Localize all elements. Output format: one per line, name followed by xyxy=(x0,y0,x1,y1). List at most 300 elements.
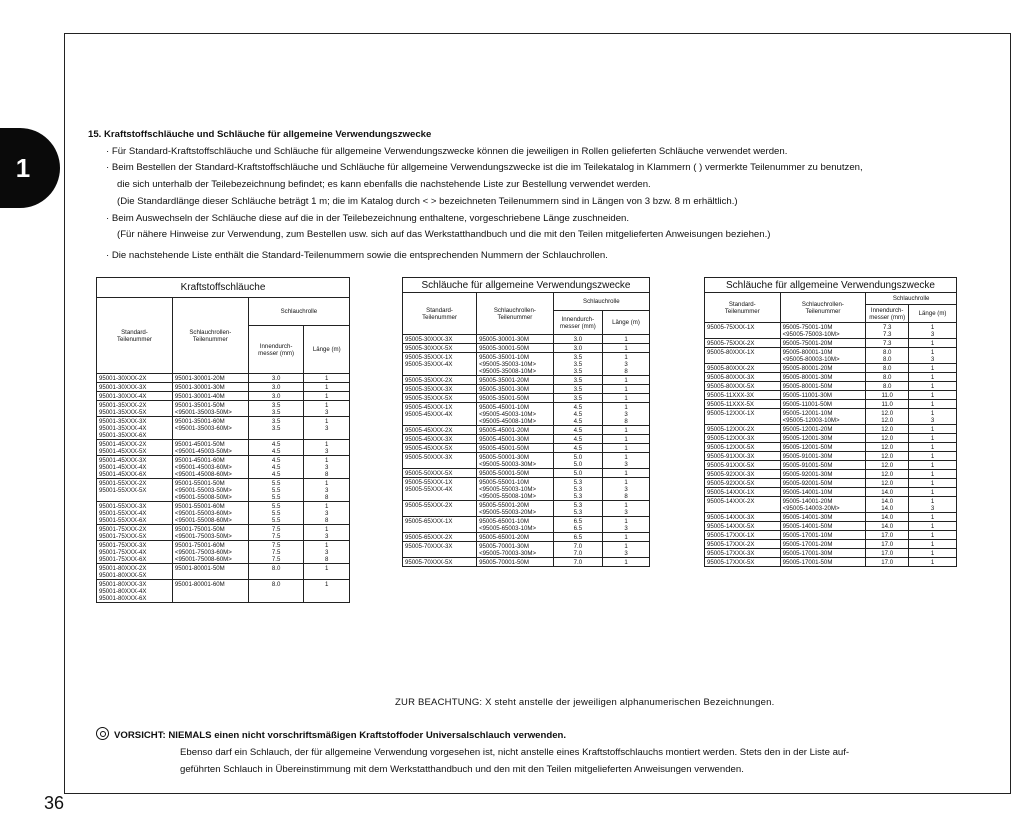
roll-part-number: 95005-17001-30M xyxy=(780,549,866,558)
table-row xyxy=(705,531,957,540)
roll-part-number: 95001-35001-50M <95001-35003-50M> xyxy=(172,401,248,417)
table-row xyxy=(403,469,650,478)
table-row xyxy=(705,461,957,470)
col-header-schlauchrolle: Schlauchrolle xyxy=(866,293,957,305)
inner-diameter: 12.0 12.0 xyxy=(866,409,909,425)
bullet-roll-usage: · Für Standard-Kraftstoffschläuche und Schläuche für allgemeine Verwendungszwecke können die jeweiligen in Rollen gelieferten Schläuche verwendet werden. xyxy=(106,145,788,157)
inner-diameter: 4.5 4.5 4.5 xyxy=(248,456,304,479)
length: 1 xyxy=(603,335,650,344)
roll-part-number: 95005-14001-30M xyxy=(780,513,866,522)
roll-part-number: 95005-17001-20M xyxy=(780,540,866,549)
table-row xyxy=(705,400,957,409)
inner-diameter: 5.5 5.5 5.5 xyxy=(248,502,304,525)
length: 1 xyxy=(909,540,957,549)
standard-part-number: 95005-75XXX-1X xyxy=(705,323,781,339)
inner-diameter: 4.5 4.5 xyxy=(248,440,304,456)
standard-part-number: 95005-80XXX-3X xyxy=(705,373,781,382)
table-row xyxy=(705,434,957,443)
roll-part-number: 95001-75001-60M <95001-75003-60M> <95001-75008-60M> xyxy=(172,541,248,564)
table-row xyxy=(705,470,957,479)
standard-part-number: 95005-70XXX-3X xyxy=(403,542,477,558)
general-hose-table-1 xyxy=(402,277,650,567)
roll-part-number: 95005-55001-10M <95005-55003-10M> <95005-55008-10M> xyxy=(477,478,554,501)
table-row xyxy=(705,364,957,373)
note-text: ZUR BEACHTUNG: X steht anstelle der jeweiligen alphanumerischen Bezeichnungen. xyxy=(395,697,775,708)
inner-diameter: 3.0 xyxy=(248,392,304,401)
length: 1 3 8 xyxy=(304,502,350,525)
standard-part-number: 95005-14XXX-2X xyxy=(705,497,781,513)
standard-part-number: 95005-17XXX-1X xyxy=(705,531,781,540)
inner-diameter: 14.0 xyxy=(866,513,909,522)
table-row xyxy=(97,525,350,541)
roll-part-number: 95005-45001-10M <95005-45003-10M> <95005-45008-10M> xyxy=(477,403,554,426)
col-header-length: Länge (m) xyxy=(304,326,350,374)
standard-part-number: 95005-11XXX-3X xyxy=(705,391,781,400)
inner-diameter: 3.5 3.5 xyxy=(248,417,304,440)
roll-part-number: 95005-12001-10M <95005-12003-10M> xyxy=(780,409,866,425)
roll-part-number: 95005-14001-50M xyxy=(780,522,866,531)
bullet-ordering: · Beim Bestellen der Standard-Kraftstoffschläuche und Schläuche für allgemeine Verwendungszwecke ist die im Teilekatalog in Klammern ( ) vermerkte Teilenummer zu benutzen, xyxy=(106,162,863,174)
length: 1 xyxy=(909,400,957,409)
roll-part-number: 95005-30001-30M xyxy=(477,335,554,344)
table-row xyxy=(403,376,650,385)
standard-part-number: 95001-55XXX-3X 95001-55XXX-4X 95001-55XXX-6X xyxy=(97,502,173,525)
col-header-inner-diameter: Innendurch- messer (mm) xyxy=(553,311,602,335)
length: 1 xyxy=(909,479,957,488)
length: 1 xyxy=(909,531,957,540)
roll-part-number: 95005-70001-50M xyxy=(477,558,554,567)
standard-part-number: 95005-12XXX-1X xyxy=(705,409,781,425)
col-header-schlauchrolle: Schlauchrolle xyxy=(553,293,649,311)
inner-diameter: 6.5 6.5 xyxy=(553,517,602,533)
length: 1 3 8 xyxy=(304,479,350,502)
length: 1 xyxy=(603,344,650,353)
table-row xyxy=(403,517,650,533)
caution-symbol-icon xyxy=(96,727,109,740)
length: 1 3 xyxy=(603,517,650,533)
roll-part-number: 95005-65001-10M <95005-65003-10M> xyxy=(477,517,554,533)
standard-part-number: 95001-80XXX-2X 95001-80XXX-5X xyxy=(97,564,173,580)
col-header-inner-diameter: Innendurch- messer (mm) xyxy=(866,305,909,323)
table-row xyxy=(403,344,650,353)
roll-part-number: 95005-30001-50M xyxy=(477,344,554,353)
standard-part-number: 95001-75XXX-2X 95001-75XXX-5X xyxy=(97,525,173,541)
table-row xyxy=(705,409,957,425)
table-row xyxy=(97,580,350,603)
roll-part-number: 95005-65001-20M xyxy=(477,533,554,542)
table-row xyxy=(403,426,650,435)
standard-part-number: 95005-55XXX-1X 95005-55XXX-4X xyxy=(403,478,477,501)
general-hose-table-2 xyxy=(704,277,957,567)
length: 1 3 xyxy=(304,525,350,541)
length: 1 3 8 xyxy=(603,403,650,426)
roll-part-number: 95001-30001-30M xyxy=(172,383,248,392)
chapter-tab xyxy=(0,128,60,208)
table-row xyxy=(705,497,957,513)
length: 1 xyxy=(304,392,350,401)
roll-part-number: 95005-14001-20M <95005-14003-20M> xyxy=(780,497,866,513)
table-row xyxy=(705,391,957,400)
standard-part-number: 95005-12XXX-2X xyxy=(705,425,781,434)
caution-line-2: Ebenso darf ein Schlauch, der für allgemeine Verwendung vorgesehen ist, nicht anstelle eines Kraftstoffschlauchs montiert werden. Stets den in der Liste auf- xyxy=(180,747,850,758)
roll-part-number: 95005-80001-10M <95005-80003-10M> xyxy=(780,348,866,364)
inner-diameter: 8.0 xyxy=(866,382,909,391)
col-header-roll: Schlauchrollen- Teilenummer xyxy=(172,298,248,374)
bullet-ordering-continued: die sich unterhalb der Teilebezeichnung befindet; es kann ebenfalls die nachstehende Liste zur Bestellung verwendet werden. xyxy=(117,179,651,191)
length: 1 3 xyxy=(603,453,650,469)
roll-part-number: 95001-55001-60M <95001-55003-60M> <95001-55008-60M> xyxy=(172,502,248,525)
table-row xyxy=(97,479,350,502)
roll-part-number: 95005-55001-20M <95005-55003-20M> xyxy=(477,501,554,517)
caution-section xyxy=(96,727,966,778)
standard-part-number: 95001-45XXX-3X 95001-45XXX-4X 95001-45XXX-6X xyxy=(97,456,173,479)
table-row xyxy=(403,435,650,444)
standard-part-number: 95005-80XXX-5X xyxy=(705,382,781,391)
length: 1 3 xyxy=(909,497,957,513)
inner-diameter: 8.0 xyxy=(866,373,909,382)
inner-diameter: 17.0 xyxy=(866,531,909,540)
length: 1 xyxy=(603,469,650,478)
caution-line-1: NIEMALS einen nicht vorschriftsmäßigen Kraftstoffoder Universalschlauch verwenden. xyxy=(168,730,567,741)
inner-diameter: 14.0 14.0 xyxy=(866,497,909,513)
length: 1 xyxy=(909,339,957,348)
caution-line-3: geführten Schlauch in Übereinstimmung mit dem Werkstatthandbuch und den mit den Teilen mitgelieferten Anweisungen verwenden. xyxy=(180,764,744,775)
standard-part-number: 95005-17XXX-5X xyxy=(705,558,781,567)
length: 1 xyxy=(603,435,650,444)
page-number: 36 xyxy=(44,793,65,813)
standard-part-number: 95005-45XXX-1X 95005-45XXX-4X xyxy=(403,403,477,426)
inner-diameter: 12.0 xyxy=(866,470,909,479)
roll-part-number: 95005-50001-30M <95005-50003-30M> xyxy=(477,453,554,469)
length: 1 xyxy=(603,444,650,453)
standard-part-number: 95001-55XXX-2X 95001-55XXX-5X xyxy=(97,479,173,502)
standard-part-number: 95005-65XXX-1X xyxy=(403,517,477,533)
inner-diameter: 4.5 xyxy=(553,435,602,444)
roll-part-number: 95005-35001-30M xyxy=(477,385,554,394)
standard-part-number: 95005-45XXX-2X xyxy=(403,426,477,435)
table-row xyxy=(403,478,650,501)
standard-part-number: 95005-91XXX-5X xyxy=(705,461,781,470)
length: 1 xyxy=(909,488,957,497)
table-row xyxy=(705,558,957,567)
table-row xyxy=(97,383,350,392)
table-row xyxy=(705,323,957,339)
roll-part-number: 95005-92001-50M xyxy=(780,479,866,488)
standard-part-number: 95001-45XXX-2X 95001-45XXX-5X xyxy=(97,440,173,456)
inner-diameter: 7.0 7.0 xyxy=(553,542,602,558)
roll-part-number: 95005-35001-50M xyxy=(477,394,554,403)
standard-part-number: 95005-55XXX-2X xyxy=(403,501,477,517)
roll-part-number: 95005-11001-30M xyxy=(780,391,866,400)
bullet-ordering-note: (Die Standardlänge dieser Schläuche beträgt 1 m; die im Katalog durch < > bezeichneten Teilenummern sind in Längen von 3 bzw. 8 m erhältlich.) xyxy=(117,195,738,207)
caution-label: VORSICHT: xyxy=(114,730,166,741)
length: 1 xyxy=(909,443,957,452)
roll-part-number: 95005-12001-30M xyxy=(780,434,866,443)
inner-diameter: 3.0 xyxy=(248,374,304,383)
length: 1 xyxy=(909,452,957,461)
col-header-length: Länge (m) xyxy=(603,311,650,335)
col-header-roll: Schlauchrollen- Teilenummer xyxy=(780,293,866,323)
col-header-schlauchrolle: Schlauchrolle xyxy=(248,298,349,326)
standard-part-number: 95005-92XXX-3X xyxy=(705,470,781,479)
inner-diameter: 12.0 xyxy=(866,434,909,443)
length: 1 xyxy=(909,364,957,373)
roll-part-number: 95005-35001-20M xyxy=(477,376,554,385)
length: 1 xyxy=(909,470,957,479)
table-row xyxy=(97,440,350,456)
roll-part-number: 95001-30001-40M xyxy=(172,392,248,401)
table-row xyxy=(705,339,957,348)
table-row xyxy=(97,401,350,417)
inner-diameter: 7.5 7.5 xyxy=(248,525,304,541)
inner-diameter: 6.5 xyxy=(553,533,602,542)
length: 1 3 xyxy=(304,440,350,456)
roll-part-number: 95001-45001-60M <95001-45003-60M> <95001-45008-60M> xyxy=(172,456,248,479)
inner-diameter: 11.0 xyxy=(866,391,909,400)
table-row xyxy=(705,373,957,382)
length: 1 3 xyxy=(909,409,957,425)
length: 1 3 8 xyxy=(603,478,650,501)
standard-part-number: 95005-35XXX-5X xyxy=(403,394,477,403)
inner-diameter: 3.0 xyxy=(248,383,304,392)
standard-part-number: 95005-14XXX-5X xyxy=(705,522,781,531)
length: 1 xyxy=(909,434,957,443)
standard-part-number: 95005-30XXX-5X xyxy=(403,344,477,353)
inner-diameter: 3.5 3.5 xyxy=(248,401,304,417)
roll-part-number: 95005-45001-50M xyxy=(477,444,554,453)
inner-diameter: 4.5 xyxy=(553,426,602,435)
table-row xyxy=(97,456,350,479)
table-row xyxy=(97,417,350,440)
standard-part-number: 95005-80XXX-2X xyxy=(705,364,781,373)
table-title: Schläuche für allgemeine Verwendungszwecke xyxy=(705,278,957,293)
standard-part-number: 95005-50XXX-5X xyxy=(403,469,477,478)
table-row xyxy=(403,558,650,567)
length: 1 3 8 xyxy=(304,541,350,564)
table-row xyxy=(705,382,957,391)
inner-diameter: 3.0 xyxy=(553,335,602,344)
col-header-standard: Standard- Teilenummer xyxy=(705,293,781,323)
inner-diameter: 14.0 xyxy=(866,522,909,531)
inner-diameter: 7.0 xyxy=(553,558,602,567)
length: 1 3 xyxy=(909,323,957,339)
length: 1 3 xyxy=(304,401,350,417)
length: 1 xyxy=(304,564,350,580)
roll-part-number: 95005-80001-20M xyxy=(780,364,866,373)
roll-part-number: 95005-11001-50M xyxy=(780,400,866,409)
standard-part-number: 95005-91XXX-3X xyxy=(705,452,781,461)
roll-part-number: 95005-91001-50M xyxy=(780,461,866,470)
table-row xyxy=(705,488,957,497)
inner-diameter: 12.0 xyxy=(866,443,909,452)
length: 1 xyxy=(304,374,350,383)
roll-part-number: 95005-12001-50M xyxy=(780,443,866,452)
bullet-list-intro: · Die nachstehende Liste enthält die Standard-Teilenummern sowie die entsprechenden Nummern der Schlauchrollen. xyxy=(106,249,608,261)
table-row xyxy=(403,394,650,403)
table-row xyxy=(403,533,650,542)
table-title: Kraftstoffschläuche xyxy=(97,278,350,298)
roll-part-number: 95005-17001-50M xyxy=(780,558,866,567)
section-heading: 15. Kraftstoffschläuche und Schläuche für allgemeine Verwendungszwecke xyxy=(88,129,432,140)
roll-part-number: 95005-17001-10M xyxy=(780,531,866,540)
roll-part-number: 95005-45001-30M xyxy=(477,435,554,444)
standard-part-number: 95005-50XXX-3X xyxy=(403,453,477,469)
length: 1 xyxy=(909,425,957,434)
roll-part-number: 95005-80001-30M xyxy=(780,373,866,382)
standard-part-number: 95005-45XXX-3X xyxy=(403,435,477,444)
table-row xyxy=(97,564,350,580)
roll-part-number: 95005-14001-10M xyxy=(780,488,866,497)
bullet-replacement-note: (Für nähere Hinweise zur Verwendung, zum Bestellen usw. sich auf das Werkstatthandbuch und die mit den Teilen mitgelieferten Anweisungen beziehen.) xyxy=(117,229,771,241)
table-row xyxy=(705,425,957,434)
length: 1 xyxy=(909,549,957,558)
standard-part-number: 95005-92XXX-5X xyxy=(705,479,781,488)
length: 1 xyxy=(603,426,650,435)
standard-part-number: 95005-35XXX-2X xyxy=(403,376,477,385)
fuel-hose-table xyxy=(96,277,350,603)
inner-diameter: 12.0 xyxy=(866,425,909,434)
inner-diameter: 4.5 xyxy=(553,444,602,453)
roll-part-number: 95005-80001-50M xyxy=(780,382,866,391)
table-row xyxy=(403,444,650,453)
length: 1 3 8 xyxy=(304,456,350,479)
intro-section xyxy=(88,127,968,265)
col-header-length: Länge (m) xyxy=(909,305,957,323)
table-row xyxy=(403,335,650,344)
inner-diameter: 7.3 xyxy=(866,339,909,348)
roll-part-number: 95001-45001-50M <95001-45003-50M> xyxy=(172,440,248,456)
inner-diameter: 12.0 xyxy=(866,452,909,461)
roll-part-number: 95001-55001-50M <95001-55003-50M> <95001-55008-50M> xyxy=(172,479,248,502)
table-row xyxy=(705,522,957,531)
table-row xyxy=(705,443,957,452)
col-header-roll: Schlauchrollen- Teilenummer xyxy=(477,293,554,335)
table-row xyxy=(97,392,350,401)
inner-diameter: 17.0 xyxy=(866,558,909,567)
standard-part-number: 95001-75XXX-3X 95001-75XXX-4X 95001-75XXX-6X xyxy=(97,541,173,564)
roll-part-number: 95005-75001-20M xyxy=(780,339,866,348)
standard-part-number: 95005-70XXX-5X xyxy=(403,558,477,567)
standard-part-number: 95001-35XXX-3X 95001-35XXX-4X 95001-35XXX-6X xyxy=(97,417,173,440)
standard-part-number: 95001-30XXX-3X xyxy=(97,383,173,392)
chapter-number: 1 xyxy=(15,152,31,183)
roll-part-number: 95005-12001-20M xyxy=(780,425,866,434)
standard-part-number: 95005-17XXX-2X xyxy=(705,540,781,549)
roll-part-number: 95005-50001-50M xyxy=(477,469,554,478)
table-row xyxy=(403,353,650,376)
length: 1 xyxy=(909,373,957,382)
table-row xyxy=(705,549,957,558)
table-row xyxy=(705,479,957,488)
length: 1 xyxy=(909,558,957,567)
length: 1 xyxy=(909,382,957,391)
inner-diameter: 17.0 xyxy=(866,540,909,549)
standard-part-number: 95005-12XXX-3X xyxy=(705,434,781,443)
length: 1 xyxy=(603,394,650,403)
standard-part-number: 95001-30XXX-2X xyxy=(97,374,173,383)
inner-diameter: 12.0 xyxy=(866,461,909,470)
length: 1 xyxy=(603,558,650,567)
table-row xyxy=(97,541,350,564)
inner-diameter: 5.3 5.3 5.3 xyxy=(553,478,602,501)
roll-part-number: 95005-70001-30M <95005-70003-30M> xyxy=(477,542,554,558)
inner-diameter: 14.0 xyxy=(866,488,909,497)
col-header-standard: Standard- Teilenummer xyxy=(97,298,173,374)
standard-part-number: 95005-12XXX-5X xyxy=(705,443,781,452)
roll-part-number: 95001-80001-60M xyxy=(172,580,248,603)
length: 1 xyxy=(603,533,650,542)
length: 1 3 xyxy=(909,348,957,364)
standard-part-number: 95005-11XXX-5X xyxy=(705,400,781,409)
table-row xyxy=(97,374,350,383)
length: 1 3 xyxy=(603,542,650,558)
roll-part-number: 95005-92001-30M xyxy=(780,470,866,479)
standard-part-number: 95005-17XXX-3X xyxy=(705,549,781,558)
col-header-standard: Standard- Teilenummer xyxy=(403,293,477,335)
table-row xyxy=(403,501,650,517)
inner-diameter: 8.0 xyxy=(866,364,909,373)
inner-diameter: 8.0 xyxy=(248,580,304,603)
standard-part-number: 95001-30XXX-4X xyxy=(97,392,173,401)
bullet-replacement: · Beim Auswechseln der Schläuche diese auf die in der Teilebezeichnung enthaltene, vorgeschriebene Länge zuschneiden. xyxy=(106,212,630,224)
standard-part-number: 95005-14XXX-3X xyxy=(705,513,781,522)
standard-part-number: 95005-45XXX-5X xyxy=(403,444,477,453)
standard-part-number: 95005-35XXX-1X 95005-35XXX-4X xyxy=(403,353,477,376)
table-row xyxy=(705,513,957,522)
inner-diameter: 3.5 3.5 3.5 xyxy=(553,353,602,376)
standard-part-number: 95005-35XXX-3X xyxy=(403,385,477,394)
length: 1 xyxy=(304,383,350,392)
col-header-inner-diameter: Innendurch- messer (mm) xyxy=(248,326,304,374)
roll-part-number: 95001-80001-50M xyxy=(172,564,248,580)
inner-diameter: 8.0 xyxy=(248,564,304,580)
inner-diameter: 3.5 xyxy=(553,376,602,385)
table-row xyxy=(403,385,650,394)
standard-part-number: 95005-80XXX-1X xyxy=(705,348,781,364)
inner-diameter: 7.5 7.5 7.5 xyxy=(248,541,304,564)
standard-part-number: 95005-75XXX-2X xyxy=(705,339,781,348)
inner-diameter: 11.0 xyxy=(866,400,909,409)
table-row xyxy=(403,453,650,469)
standard-part-number: 95001-80XXX-3X 95001-80XXX-4X 95001-80XXX-6X xyxy=(97,580,173,603)
table-row xyxy=(705,452,957,461)
table-row xyxy=(403,403,650,426)
length: 1 xyxy=(909,391,957,400)
standard-part-number: 95005-65XXX-2X xyxy=(403,533,477,542)
length: 1 xyxy=(603,385,650,394)
standard-part-number: 95005-14XXX-1X xyxy=(705,488,781,497)
length: 1 3 xyxy=(603,501,650,517)
length: 1 xyxy=(909,461,957,470)
length: 1 xyxy=(603,376,650,385)
inner-diameter: 4.5 4.5 4.5 xyxy=(553,403,602,426)
standard-part-number: 95001-35XXX-2X 95001-35XXX-5X xyxy=(97,401,173,417)
inner-diameter: 3.5 xyxy=(553,394,602,403)
inner-diameter: 5.5 5.5 5.5 xyxy=(248,479,304,502)
roll-part-number: 95001-30001-20M xyxy=(172,374,248,383)
inner-diameter: 5.0 xyxy=(553,469,602,478)
inner-diameter: 8.0 8.0 xyxy=(866,348,909,364)
length: 1 xyxy=(304,580,350,603)
inner-diameter: 3.0 xyxy=(553,344,602,353)
length: 1 xyxy=(909,513,957,522)
table-title: Schläuche für allgemeine Verwendungszwecke xyxy=(403,278,650,293)
table-row xyxy=(403,542,650,558)
roll-part-number: 95001-75001-50M <95001-75003-50M> xyxy=(172,525,248,541)
inner-diameter: 7.3 7.3 xyxy=(866,323,909,339)
roll-part-number: 95005-75001-10M <95005-75003-10M> xyxy=(780,323,866,339)
length: 1 xyxy=(909,522,957,531)
